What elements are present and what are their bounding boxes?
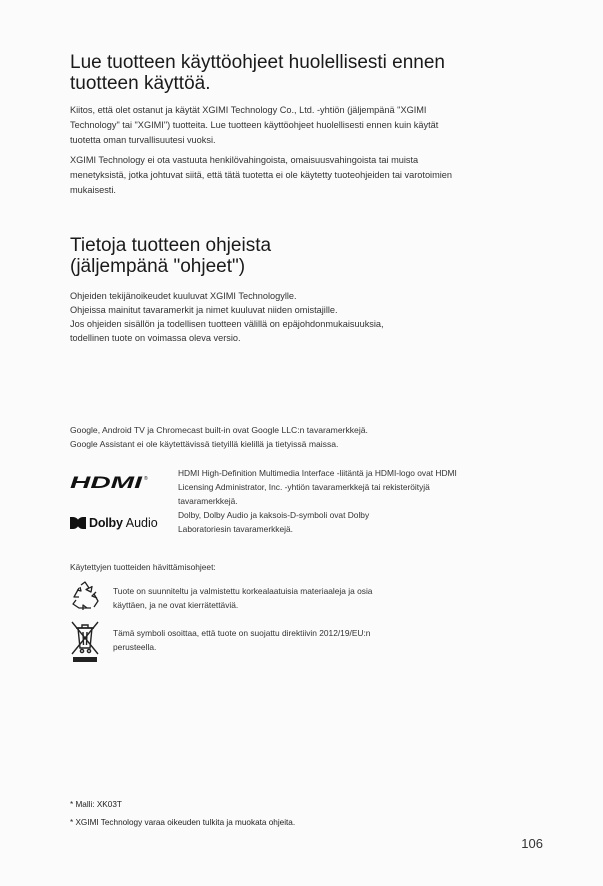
page-number: 106 [521, 836, 543, 851]
text-line: todellinen tuote on voimassa oleva versio. [70, 333, 241, 343]
safety-title [70, 52, 540, 94]
text-line: XGIMI Technology ei ota vastuuta henkilövahingoista, omaisuusvahingoista tai muista [70, 155, 419, 165]
weee-description [113, 626, 370, 654]
text-line: HDMI High-Definition Multimedia Interface -liitäntä ja HDMI-logo ovat HDMI [178, 468, 457, 478]
text-line: Ohjeissa mainitut tavaramerkit ja nimet kuuluvat niiden omistajille. [70, 305, 338, 315]
text-line: mukaisesti. [70, 185, 116, 195]
recycle-description [113, 584, 372, 612]
text-line: Google Assistant ei ole käytettävissä tietyillä kielillä ja tietyissä maissa. [70, 439, 339, 449]
instructions-title-line: Tietoja tuotteen ohjeista [70, 235, 272, 256]
text-line: Kiitos, että olet ostanut ja käytät XGIMI Technology Co., Ltd. -yhtiön (jäljempänä "XGIMI [70, 105, 427, 115]
text-line: käyttäen, ja ne ovat kierrätettäviä. [113, 600, 239, 610]
instructions-title [70, 235, 540, 277]
rights-footnote: * XGIMI Technology varaa oikeuden tulkita ja muokata ohjeita. [70, 818, 296, 827]
text-line: Laboratoriesin tavaramerkkejä. [178, 524, 293, 534]
recycle-icon [70, 580, 100, 610]
instructions-title-line: (jäljempänä "ohjeet") [70, 256, 246, 277]
hdmi-logo [70, 472, 150, 492]
hdmi-logo-text: HDMI [70, 473, 145, 492]
disposal-heading: Käytettyjen tuotteiden hävittämisohjeet: [70, 562, 216, 572]
text-line: Google, Android TV ja Chromecast built-in ovat Google LLC:n tavaramerkkejä. [70, 425, 368, 435]
hdmi-dolby-trademarks [178, 466, 457, 536]
text-line: Tämä symboli osoittaa, että tuote on suojattu direktiivin 2012/19/EU:n [113, 628, 371, 638]
liability-paragraph [70, 153, 542, 198]
text-line: Licensing Administrator, Inc. -yhtiön tavaramerkkejä tai rekisteröityjä [178, 482, 430, 492]
dolby-logo-text: Dolby [89, 516, 123, 530]
dolby-audio-logo [70, 514, 170, 532]
text-line: Technology" tai "XGIMI") tuotteita. Lue tuotteen käyttöohjeet huolellisesti ennen kuin käytät [70, 120, 439, 130]
safety-title-line: Lue tuotteen käyttöohjeet huolellisesti ennen [70, 52, 445, 73]
weee-bin-icon [70, 620, 100, 664]
text-line: Tuote on suunniteltu ja valmistettu korkealaatuisia materiaaleja ja osia [113, 586, 373, 596]
dolby-logo-text2: Audio [125, 516, 158, 530]
safety-title-line: tuotteen käyttöä. [70, 73, 211, 94]
text-line: tavaramerkkejä. [178, 496, 238, 506]
hdmi-logo-mark: ® [144, 476, 148, 482]
google-trademarks [70, 423, 368, 451]
instructions-paragraph [70, 289, 542, 345]
text-line: menetyksistä, jotka johtuvat siitä, että tätä tuotetta ei ole käytetty tuoteohjeiden tai varotoimien [70, 170, 453, 180]
model-footnote: * Malli: XK03T [70, 800, 122, 809]
text-line: Ohjeiden tekijänoikeudet kuuluvat XGIMI Technologylle. [70, 291, 297, 301]
double-d-icon [70, 517, 86, 529]
thanks-paragraph [70, 103, 542, 148]
text-line: tuotetta oman turvallisuutesi vuoksi. [70, 135, 216, 145]
text-line: perusteella. [113, 642, 157, 652]
text-line: Dolby, Dolby Audio ja kaksois-D-symboli ovat Dolby [178, 510, 370, 520]
text-line: Jos ohjeiden sisällön ja todellisen tuotteen välillä on epäjohdonmukaisuuksia, [70, 319, 384, 329]
